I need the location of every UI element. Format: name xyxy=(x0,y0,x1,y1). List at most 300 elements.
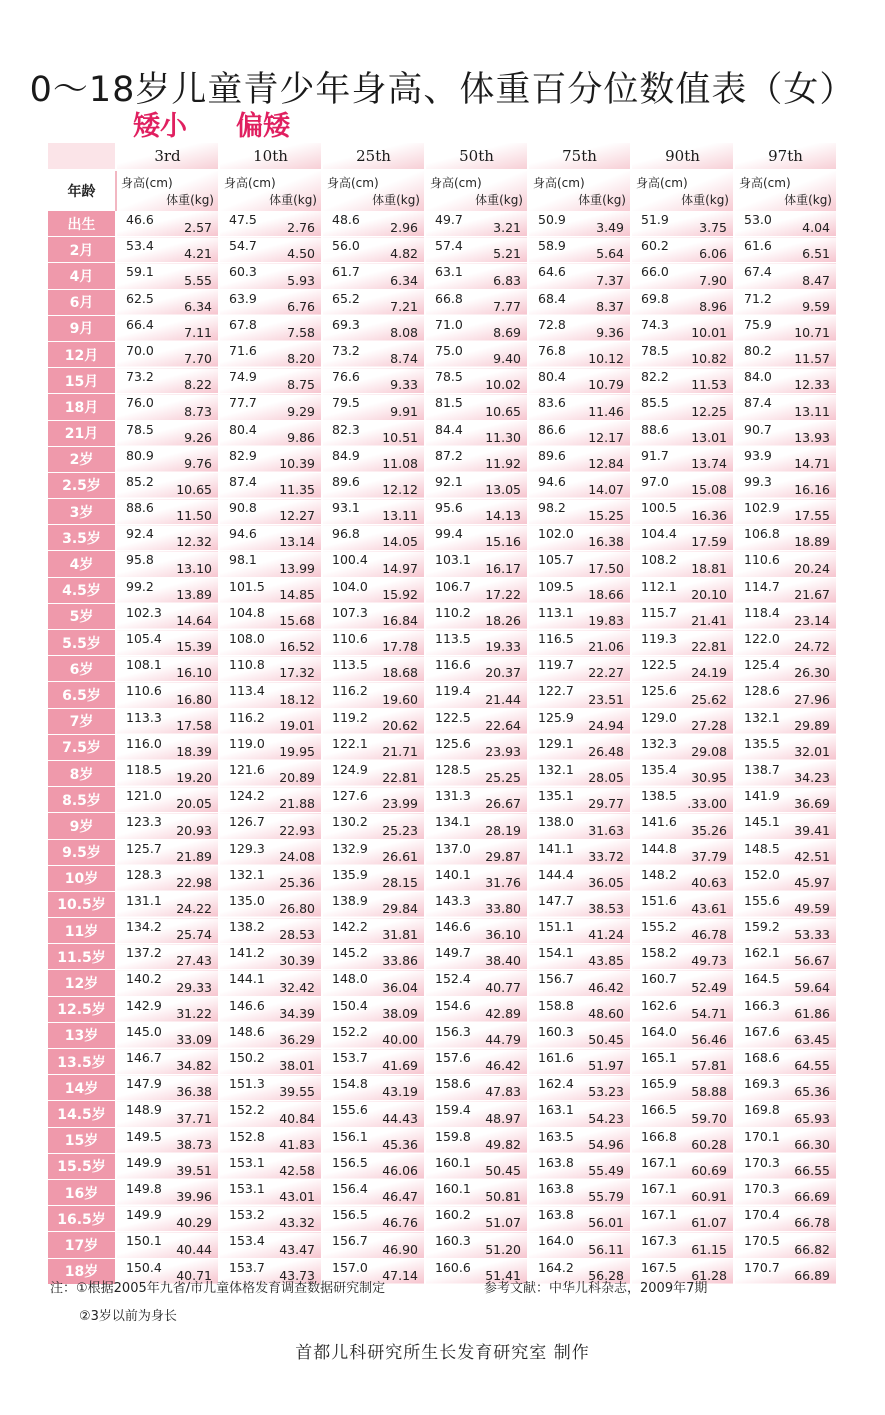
height-value: 167.1 xyxy=(641,1154,677,1170)
value-cell xyxy=(734,1022,837,1048)
height-value: 72.8 xyxy=(538,316,566,332)
height-value: 148.0 xyxy=(332,971,368,987)
value-cell xyxy=(219,708,322,734)
height-value: 113.5 xyxy=(435,631,471,646)
value-cell xyxy=(322,446,425,472)
weight-value: 36.04 xyxy=(382,979,418,995)
weight-value: 50.81 xyxy=(485,1189,521,1205)
value-cell xyxy=(631,1206,734,1232)
weight-value: 18.66 xyxy=(588,586,624,602)
value-cell xyxy=(528,341,631,367)
weight-value: 10.65 xyxy=(176,482,212,498)
age-cell: 5岁 xyxy=(48,603,116,629)
value-cell xyxy=(734,263,837,289)
height-value: 62.5 xyxy=(126,290,154,306)
height-value: 160.3 xyxy=(435,1233,471,1249)
subtitle-below-average: 偏矮 xyxy=(236,111,290,142)
height-value: 162.6 xyxy=(641,997,677,1013)
height-value: 82.9 xyxy=(229,447,257,463)
weight-value: 17.58 xyxy=(176,717,212,733)
value-cell xyxy=(528,918,631,944)
weight-value: 32.42 xyxy=(279,979,315,995)
value-cell xyxy=(528,944,631,970)
value-cell xyxy=(528,996,631,1022)
weight-value: 13.74 xyxy=(691,455,727,471)
weight-value: 53.23 xyxy=(588,1084,624,1100)
height-value: 169.8 xyxy=(744,1102,780,1118)
value-cell xyxy=(528,603,631,629)
value-cell xyxy=(528,630,631,656)
value-cell xyxy=(528,760,631,786)
weight-value: 59.64 xyxy=(794,979,830,995)
weight-value: 7.11 xyxy=(184,324,212,340)
value-cell xyxy=(116,839,219,865)
weight-value: 4.82 xyxy=(390,246,418,262)
value-cell xyxy=(322,472,425,498)
value-cell xyxy=(116,341,219,367)
height-value: 149.5 xyxy=(126,1128,162,1144)
age-cell: 9.5岁 xyxy=(48,839,116,865)
weight-value: 20.93 xyxy=(176,822,212,838)
weight-value: 41.69 xyxy=(382,1058,418,1074)
height-value: 84.4 xyxy=(435,421,463,437)
value-cell xyxy=(631,1127,734,1153)
value-cell xyxy=(631,1179,734,1205)
height-value: 58.9 xyxy=(538,238,566,254)
value-cell xyxy=(528,551,631,577)
weight-value: 21.67 xyxy=(794,586,830,602)
weight-value: 39.96 xyxy=(176,1189,212,1205)
value-cell xyxy=(734,944,837,970)
value-cell xyxy=(219,1127,322,1153)
value-cell xyxy=(734,865,837,891)
table-row xyxy=(48,891,837,917)
height-value: 97.0 xyxy=(641,473,669,489)
weight-value: 9.40 xyxy=(493,351,521,367)
value-cell xyxy=(219,551,322,577)
height-value: 98.1 xyxy=(229,552,257,568)
value-cell xyxy=(631,551,734,577)
height-value: 106.8 xyxy=(744,526,780,542)
weight-value: 40.71 xyxy=(176,1267,212,1283)
height-value: 89.6 xyxy=(332,473,360,489)
table-row xyxy=(48,603,837,629)
height-value: 103.1 xyxy=(435,552,471,568)
weight-value: 17.22 xyxy=(485,586,521,602)
note-data-source: 注：①根据2005年九省/市儿童体格发育调查数据研究制定 xyxy=(50,1281,386,1296)
value-cell xyxy=(219,420,322,446)
value-cell xyxy=(322,525,425,551)
weight-value: 15.39 xyxy=(176,639,212,655)
weight-value: 27.96 xyxy=(794,691,830,707)
table-row xyxy=(48,315,837,341)
weight-value: 13.11 xyxy=(382,508,418,524)
value-cell xyxy=(219,682,322,708)
value-cell xyxy=(734,760,837,786)
age-cell: 10.5岁 xyxy=(48,891,116,917)
weight-value: 25.74 xyxy=(176,927,212,943)
table-row xyxy=(48,211,837,237)
weight-value: 29.08 xyxy=(691,743,727,759)
weight-value: 2.96 xyxy=(390,220,418,236)
height-value: 160.3 xyxy=(538,1023,574,1039)
height-value: 129.3 xyxy=(229,840,265,856)
height-value: 113.4 xyxy=(229,683,265,699)
weight-value: 66.89 xyxy=(794,1267,830,1283)
weight-value: 8.69 xyxy=(493,324,521,340)
value-cell xyxy=(734,891,837,917)
height-value: 99.4 xyxy=(435,526,463,542)
height-value: 88.6 xyxy=(126,500,154,516)
weight-value: 24.72 xyxy=(794,639,830,655)
weight-value: 19.83 xyxy=(588,613,624,628)
weight-value: 38.53 xyxy=(588,901,624,917)
height-value: 135.0 xyxy=(229,892,265,908)
height-value: 99.3 xyxy=(744,473,772,489)
value-cell xyxy=(631,1049,734,1075)
height-value: 157.6 xyxy=(435,1050,471,1065)
height-value: 105.4 xyxy=(126,631,162,646)
height-value: 124.2 xyxy=(229,788,265,804)
weight-value: 4.50 xyxy=(287,246,315,262)
height-value: 108.1 xyxy=(126,657,162,673)
age-cell: 18岁 xyxy=(48,1258,116,1284)
age-cell: 8岁 xyxy=(48,760,116,786)
height-value: 108.0 xyxy=(229,631,265,646)
weight-value: 49.82 xyxy=(485,1136,521,1152)
weight-value: 16.10 xyxy=(176,665,212,681)
value-cell xyxy=(528,1206,631,1232)
age-cell: 12月 xyxy=(48,341,116,367)
weight-value: 15.08 xyxy=(691,482,727,498)
weight-value: 33.09 xyxy=(176,1032,212,1047)
value-cell xyxy=(116,630,219,656)
value-cell xyxy=(116,1232,219,1258)
table-row xyxy=(48,420,837,446)
height-value: 114.7 xyxy=(744,578,780,594)
height-value: 147.7 xyxy=(538,892,574,908)
height-value: 119.2 xyxy=(332,709,368,725)
age-cell: 12岁 xyxy=(48,970,116,996)
table-row xyxy=(48,1022,837,1048)
height-value: 76.8 xyxy=(538,342,566,358)
table-row xyxy=(48,708,837,734)
value-cell xyxy=(322,996,425,1022)
percentile-header: 97th xyxy=(734,143,837,170)
weight-value: 8.73 xyxy=(184,403,212,419)
weight-value: 22.98 xyxy=(176,874,212,890)
weight-value: 43.47 xyxy=(279,1241,315,1257)
height-value: 122.1 xyxy=(332,735,368,751)
value-cell xyxy=(528,656,631,682)
value-cell xyxy=(734,1049,837,1075)
value-cell xyxy=(528,263,631,289)
value-cell xyxy=(425,813,528,839)
height-value: 162.1 xyxy=(744,945,780,961)
value-cell xyxy=(219,996,322,1022)
height-value: 141.2 xyxy=(229,945,265,961)
height-value: 56.0 xyxy=(332,238,360,254)
value-cell xyxy=(734,630,837,656)
value-cell xyxy=(425,289,528,315)
value-cell xyxy=(322,577,425,603)
height-value: 131.3 xyxy=(435,788,471,804)
height-value: 48.6 xyxy=(332,212,360,227)
value-cell xyxy=(631,420,734,446)
weight-value: 20.10 xyxy=(691,586,727,602)
value-cell xyxy=(528,446,631,472)
value-cell xyxy=(219,787,322,813)
height-value: 78.5 xyxy=(641,342,669,358)
value-cell xyxy=(734,918,837,944)
height-value: 159.8 xyxy=(435,1128,471,1144)
height-value: 132.3 xyxy=(641,735,677,751)
value-cell xyxy=(116,263,219,289)
percentile-header: 10th xyxy=(219,143,322,170)
weight-value: 48.60 xyxy=(588,1005,624,1021)
weight-value: 9.91 xyxy=(390,403,418,419)
value-cell xyxy=(322,1127,425,1153)
height-value: 119.7 xyxy=(538,657,574,673)
weight-value: .33.00 xyxy=(687,796,727,812)
weight-value: 6.06 xyxy=(699,246,727,262)
height-value: 152.8 xyxy=(229,1128,265,1144)
weight-value: 66.78 xyxy=(794,1215,830,1231)
measure-header xyxy=(116,170,219,211)
value-cell xyxy=(425,760,528,786)
age-cell: 6.5岁 xyxy=(48,682,116,708)
age-cell: 14岁 xyxy=(48,1075,116,1101)
table-row xyxy=(48,551,837,577)
weight-value: 5.93 xyxy=(287,272,315,288)
weight-label: 体重(kg) xyxy=(166,193,214,207)
weight-value: 21.06 xyxy=(588,639,624,655)
value-cell xyxy=(631,630,734,656)
weight-value: 26.61 xyxy=(382,848,418,864)
value-cell xyxy=(116,760,219,786)
value-cell xyxy=(322,1153,425,1179)
height-value: 88.6 xyxy=(641,421,669,437)
weight-value: 23.51 xyxy=(588,691,624,707)
weight-value: 6.51 xyxy=(802,246,830,262)
weight-value: 49.73 xyxy=(691,953,727,969)
height-value: 50.9 xyxy=(538,212,566,227)
weight-label: 体重(kg) xyxy=(269,193,317,207)
age-cell: 6月 xyxy=(48,289,116,315)
weight-value: 56.28 xyxy=(588,1267,624,1283)
value-cell xyxy=(219,865,322,891)
height-value: 46.6 xyxy=(126,212,154,227)
weight-value: 26.67 xyxy=(485,796,521,812)
height-value: 115.7 xyxy=(641,604,677,620)
age-cell: 5.5岁 xyxy=(48,630,116,656)
age-cell: 9月 xyxy=(48,315,116,341)
weight-value: 25.36 xyxy=(279,874,315,890)
value-cell xyxy=(631,1075,734,1101)
value-cell xyxy=(219,603,322,629)
weight-value: 33.86 xyxy=(382,953,418,969)
height-value: 153.1 xyxy=(229,1180,265,1196)
height-value: 77.7 xyxy=(229,395,257,411)
table-row xyxy=(48,1179,837,1205)
value-cell xyxy=(631,682,734,708)
height-value: 93.1 xyxy=(332,500,360,516)
value-cell xyxy=(116,577,219,603)
height-value: 160.6 xyxy=(435,1259,471,1275)
height-value: 140.1 xyxy=(435,866,471,882)
height-value: 80.9 xyxy=(126,447,154,463)
height-value: 81.5 xyxy=(435,395,463,411)
weight-value: 10.71 xyxy=(794,324,830,340)
weight-value: 3.21 xyxy=(493,220,521,236)
weight-value: 18.26 xyxy=(485,613,521,628)
weight-value: 34.23 xyxy=(794,770,830,786)
age-cell: 21月 xyxy=(48,420,116,446)
weight-value: 59.70 xyxy=(691,1110,727,1126)
weight-value: 16.36 xyxy=(691,508,727,524)
height-value: 141.9 xyxy=(744,788,780,804)
weight-value: 9.59 xyxy=(802,298,830,314)
height-value: 144.8 xyxy=(641,840,677,856)
height-value: 151.6 xyxy=(641,892,677,908)
height-value: 98.2 xyxy=(538,500,566,516)
value-cell xyxy=(116,289,219,315)
value-cell xyxy=(219,656,322,682)
weight-value: 29.87 xyxy=(485,848,521,864)
height-value: 71.2 xyxy=(744,290,772,306)
value-cell xyxy=(528,472,631,498)
value-cell xyxy=(322,1075,425,1101)
height-value: 138.7 xyxy=(744,761,780,777)
value-cell xyxy=(116,368,219,394)
weight-label: 体重(kg) xyxy=(475,193,523,207)
value-cell xyxy=(322,787,425,813)
height-value: 150.4 xyxy=(332,997,368,1013)
height-value: 49.7 xyxy=(435,212,463,227)
weight-value: 29.89 xyxy=(794,717,830,733)
height-value: 70.0 xyxy=(126,342,154,358)
weight-value: 41.24 xyxy=(588,927,624,943)
percentile-header: 50th xyxy=(425,143,528,170)
value-cell xyxy=(322,368,425,394)
value-cell xyxy=(116,1022,219,1048)
value-cell xyxy=(734,577,837,603)
value-cell xyxy=(116,237,219,263)
weight-value: 26.80 xyxy=(279,901,315,917)
height-value: 60.2 xyxy=(641,238,669,254)
weight-value: 46.76 xyxy=(382,1215,418,1231)
table-row xyxy=(48,1127,837,1153)
height-value: 124.9 xyxy=(332,761,368,777)
weight-value: 26.30 xyxy=(794,665,830,681)
height-value: 107.3 xyxy=(332,604,368,620)
value-cell xyxy=(631,341,734,367)
value-cell xyxy=(734,1232,837,1258)
value-cell xyxy=(528,211,631,237)
weight-value: 60.91 xyxy=(691,1189,727,1205)
height-value: 150.4 xyxy=(126,1259,162,1275)
value-cell xyxy=(425,1101,528,1127)
weight-value: 12.33 xyxy=(794,377,830,393)
weight-value: 14.07 xyxy=(588,482,624,498)
weight-value: 30.95 xyxy=(691,770,727,786)
height-value: 156.4 xyxy=(332,1180,368,1196)
weight-label: 体重(kg) xyxy=(578,193,626,207)
value-cell xyxy=(528,237,631,263)
height-label: 身高(cm) xyxy=(430,176,482,190)
weight-value: 28.53 xyxy=(279,927,315,943)
height-value: 153.1 xyxy=(229,1154,265,1170)
height-value: 138.2 xyxy=(229,919,265,935)
weight-value: 11.46 xyxy=(588,403,624,419)
value-cell xyxy=(425,839,528,865)
height-value: 142.2 xyxy=(332,919,368,935)
weight-value: 7.37 xyxy=(596,272,624,288)
height-value: 78.5 xyxy=(435,369,463,385)
weight-value: 3.75 xyxy=(699,220,727,236)
weight-label: 体重(kg) xyxy=(681,193,729,207)
value-cell xyxy=(631,944,734,970)
table-row xyxy=(48,760,837,786)
weight-value: 55.49 xyxy=(588,1162,624,1178)
value-cell xyxy=(219,1232,322,1258)
height-value: 168.6 xyxy=(744,1050,780,1065)
value-cell xyxy=(219,368,322,394)
value-cell xyxy=(734,1206,837,1232)
weight-value: 5.64 xyxy=(596,246,624,262)
table-row xyxy=(48,472,837,498)
height-value: 162.4 xyxy=(538,1076,574,1092)
height-value: 74.9 xyxy=(229,369,257,385)
height-value: 116.5 xyxy=(538,631,574,646)
weight-value: 31.22 xyxy=(176,1005,212,1021)
value-cell xyxy=(322,734,425,760)
age-cell: 16.5岁 xyxy=(48,1206,116,1232)
weight-value: 37.79 xyxy=(691,848,727,864)
value-cell xyxy=(734,315,837,341)
value-cell xyxy=(425,525,528,551)
height-value: 143.3 xyxy=(435,892,471,908)
weight-value: 10.02 xyxy=(485,377,521,393)
value-cell xyxy=(734,839,837,865)
percentile-header: 90th xyxy=(631,143,734,170)
age-cell: 2岁 xyxy=(48,446,116,472)
value-cell xyxy=(425,446,528,472)
height-value: 163.8 xyxy=(538,1207,574,1223)
height-value: 104.4 xyxy=(641,526,677,542)
weight-value: 38.01 xyxy=(279,1058,315,1074)
height-value: 122.5 xyxy=(435,709,471,725)
weight-value: 16.84 xyxy=(382,613,418,628)
weight-value: 66.82 xyxy=(794,1241,830,1257)
weight-value: 10.51 xyxy=(382,429,418,445)
weight-value: 6.34 xyxy=(184,298,212,314)
height-value: 150.1 xyxy=(126,1233,162,1249)
weight-value: 40.00 xyxy=(382,1032,418,1047)
weight-value: 13.14 xyxy=(279,534,315,550)
table-row xyxy=(48,237,837,263)
weight-value: 6.34 xyxy=(390,272,418,288)
height-value: 138.0 xyxy=(538,814,574,830)
table-row xyxy=(48,525,837,551)
weight-value: 10.65 xyxy=(485,403,521,419)
value-cell xyxy=(528,289,631,315)
value-cell xyxy=(425,394,528,420)
weight-value: 64.55 xyxy=(794,1058,830,1074)
height-value: 102.3 xyxy=(126,604,162,620)
weight-value: 13.10 xyxy=(176,560,212,576)
value-cell xyxy=(116,813,219,839)
